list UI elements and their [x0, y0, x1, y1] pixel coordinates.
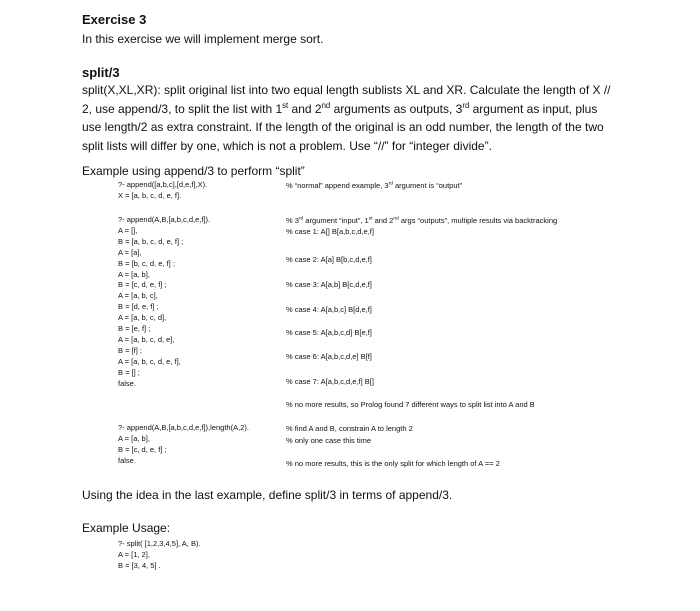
- prolog-comment: % case 2: A[a] B[b,c,d,e,f]: [286, 255, 372, 264]
- prolog-comment: % case 4: A[a,b,c] B[d,e,f]: [286, 305, 372, 314]
- prolog-comment: % find A and B, constrain A to length 2: [286, 424, 413, 433]
- usage-heading: Example Usage:: [82, 521, 171, 535]
- code-line: A = [1, 2],: [118, 549, 150, 559]
- code-line: A = [a, b, c, d],: [118, 313, 167, 323]
- comment-block-1: % “normal” append example, 3rd argument is “output”: [286, 181, 463, 190]
- code-line: B = [a, b, c, d, e, f] ;: [118, 236, 184, 246]
- code-line: X = [a, b, c, d, e, f].: [118, 190, 182, 200]
- code-line: B = [3, 4, 5] .: [118, 560, 161, 570]
- code-line: ?- append([a,b,c],[d,e,f],X).: [118, 180, 208, 189]
- prolog-comment: % case 5: A[a,b,c,d] B[e,f]: [286, 328, 372, 337]
- code-line: A = [a],: [118, 247, 142, 257]
- prolog-comment: % case 6: A[a,b,c,d,e] B[f]: [286, 352, 372, 361]
- code-line: B = [b, c, d, e, f] ;: [118, 258, 175, 268]
- code-line: A = [a, b],: [118, 269, 150, 279]
- code-line: B = [e, f] ;: [118, 324, 151, 334]
- code-line: B = [d, e, f] ;: [118, 302, 159, 312]
- prolog-comment: % case 1: A[] B[a,b,c,d,e,f]: [286, 227, 374, 236]
- exercise-title: Exercise 3: [82, 12, 147, 27]
- code-line: B = [c, d, e, f] ;: [118, 280, 167, 290]
- prolog-comment: % case 3: A[a,b] B[c,d,e,f]: [286, 280, 372, 289]
- code-line: ?- split( [1,2,3,4,5], A, B).: [118, 539, 201, 548]
- code-line: A = [a, b, c, d, e, f],: [118, 356, 181, 366]
- split-heading: split/3: [82, 65, 120, 80]
- code-block-1: [118, 180, 207, 202]
- prolog-comment: % no more results, so Prolog found 7 different ways to split list into A and B: [286, 400, 535, 409]
- code-line: ?- append(A,B,[a,b,c,d,e,f]).: [118, 215, 211, 224]
- exercise-intro: In this exercise we will implement merge sort.: [82, 32, 324, 46]
- code-line: false.: [118, 378, 136, 388]
- prolog-comment: % case 7: A[a,b,c,d,e,f] B[]: [286, 377, 374, 386]
- instruction-text: Using the idea in the last example, define split/3 in terms of append/3.: [82, 488, 453, 502]
- example-heading: Example using append/3 to perform “split”: [82, 164, 305, 178]
- code-block-3: [118, 423, 249, 467]
- code-line: false.: [118, 455, 136, 465]
- code-block-2: [118, 215, 210, 390]
- code-line: A = [a, b],: [118, 433, 150, 443]
- prolog-comment: % 3rd argument “input”, 1st and 2nd args “outputs”, multiple results via backtracking: [286, 216, 558, 225]
- prolog-comment: % only one case this time: [286, 436, 372, 445]
- split-description: split(X,XL,XR): split original list into two equal length sublists XL and XR. Calculate the length of X // 2, use append/3, to split the list with 1st and 2nd arguments as outputs, 3rd argument as input, plus use length/2 as extra constraint. If the length of the original is an odd number, the length of the two split lists will differ by one, which is not a problem. Use “//” for “integer divide”.: [82, 83, 611, 153]
- code-line: A = [a, b, c, d, e],: [118, 334, 175, 344]
- code-line: ?- append(A,B,[a,b,c,d,e,f]),length(A,2).: [118, 423, 249, 432]
- code-line: B = [] ;: [118, 367, 140, 377]
- code-line: A = [],: [118, 225, 138, 235]
- prolog-comment: % no more results, this is the only split for which length of A == 2: [286, 459, 500, 468]
- code-line: B = [c, d, e, f] ;: [118, 444, 167, 454]
- code-line: A = [a, b, c],: [118, 291, 158, 301]
- code-block-usage: [118, 539, 201, 572]
- code-line: B = [f] ;: [118, 345, 142, 355]
